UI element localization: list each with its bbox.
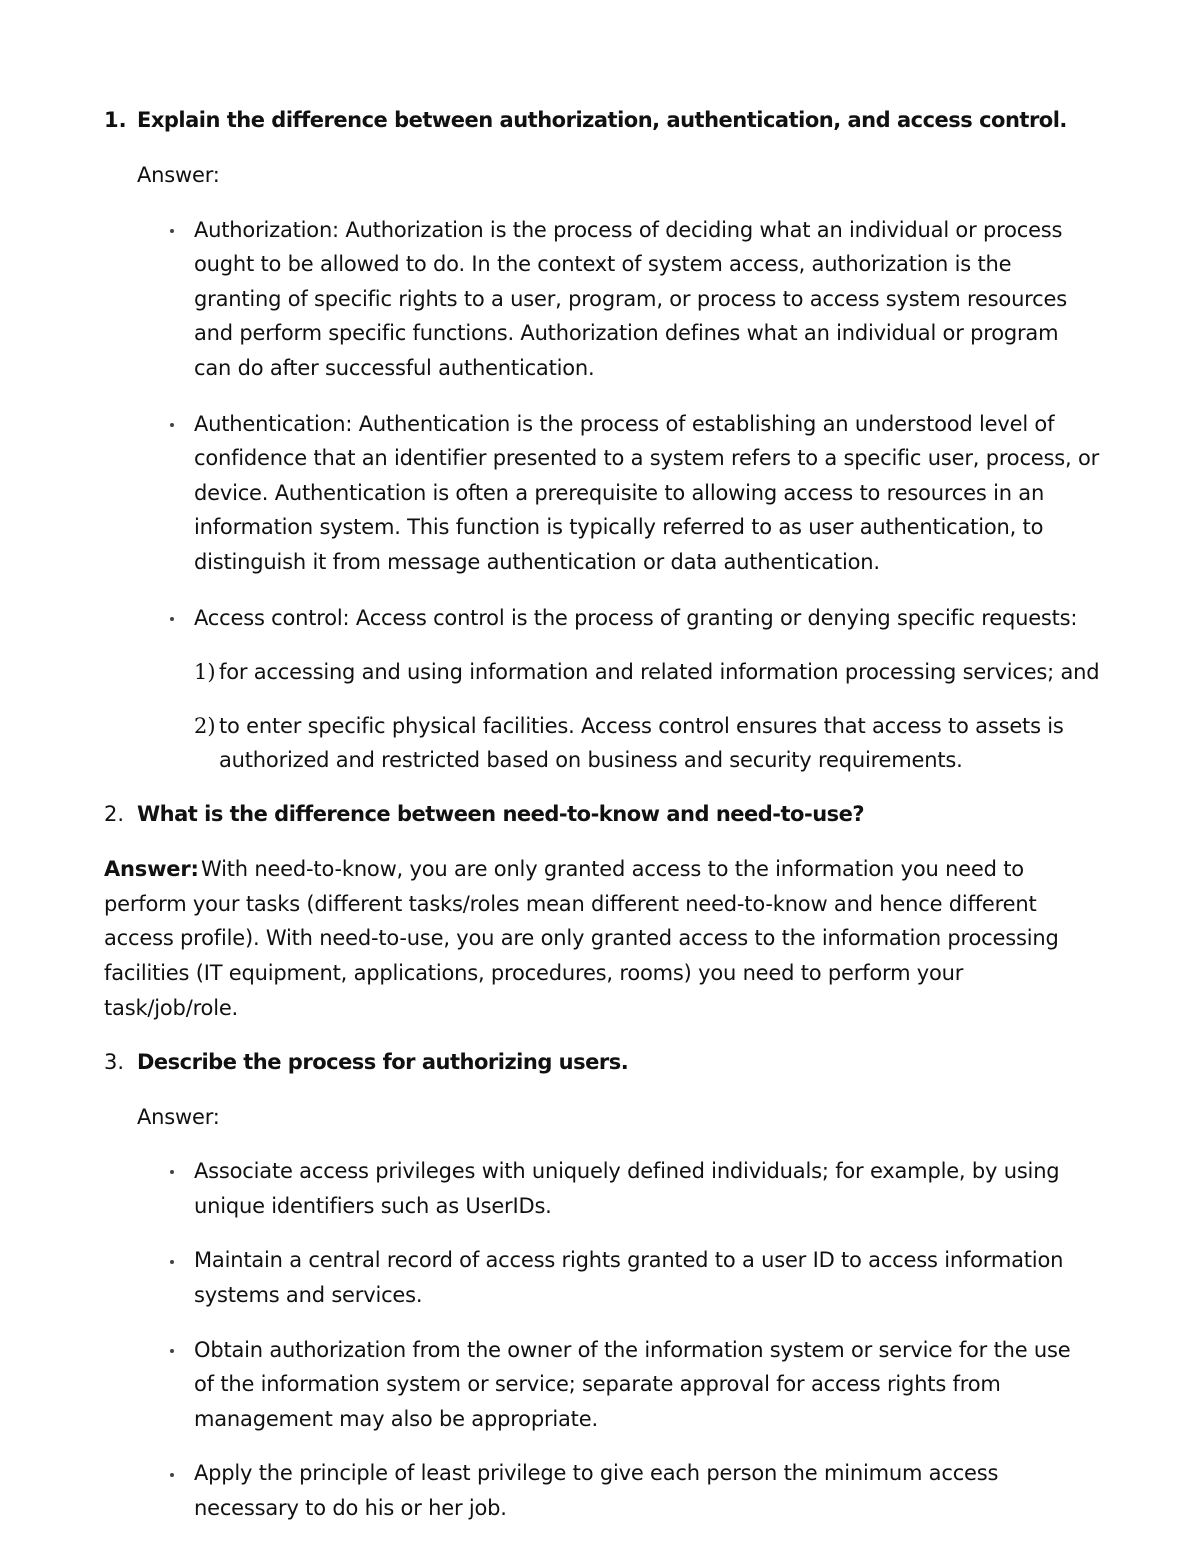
q1-bullet-2-line-5: distinguish it from message authentication or data authentication. — [194, 550, 880, 574]
bullet-dot — [170, 617, 174, 621]
question-1-answer-label: Answer: — [137, 163, 220, 187]
question-1-heading: Explain the difference between authorization, authentication, and access control. — [137, 108, 1067, 132]
question-1-number: 1. — [104, 108, 127, 132]
q2-answer-line-3: access profile). With need-to-use, you are only granted access to the information processing — [104, 926, 1059, 950]
question-3-heading: Describe the process for authorizing users. — [137, 1050, 629, 1074]
sub-item-2-line-1: to enter specific physical facilities. Access control ensures that access to assets is — [219, 714, 1064, 738]
bullet-dot — [170, 1473, 174, 1477]
bullet-dot — [170, 1260, 174, 1264]
q3-bullet-3-line-2: of the information system or service; separate approval for access rights from — [194, 1372, 1001, 1396]
q3-bullet-3-line-3: management may also be appropriate. — [194, 1407, 598, 1431]
q1-bullet-1-line-5: can do after successful authentication. — [194, 356, 595, 380]
q1-bullet-2-line-3: device. Authentication is often a prerequisite to allowing access to resources in an — [194, 481, 1045, 505]
bullet-dot — [170, 1349, 174, 1353]
q3-bullet-2-line-1: Maintain a central record of access rights granted to a user ID to access information — [194, 1248, 1064, 1272]
q1-bullet-1-line-2: ought to be allowed to do. In the context of system access, authorization is the — [194, 252, 1012, 276]
question-2-heading: What is the difference between need-to-know and need-to-use? — [137, 802, 865, 826]
q3-bullet-1-line-2: unique identifiers such as UserIDs. — [194, 1194, 552, 1218]
q3-bullet-4-line-1: Apply the principle of least privilege to give each person the minimum access — [194, 1461, 999, 1485]
question-2-number: 2. — [104, 802, 125, 826]
sub-item-2-marker: 2) — [194, 714, 216, 738]
q1-bullet-1-line-3: granting of specific rights to a user, program, or process to access system resources — [194, 287, 1067, 311]
bullet-dot — [170, 229, 174, 233]
q2-answer-line-4: facilities (IT equipment, applications, procedures, rooms) you need to perform your — [104, 961, 964, 985]
sub-item-2-line-2: authorized and restricted based on business and security requirements. — [219, 748, 963, 772]
question-2-answer-label: Answer: — [104, 857, 199, 881]
q3-bullet-1-line-1: Associate access privileges with uniquely defined individuals; for example, by using — [194, 1159, 1060, 1183]
sub-item-1-line-1: for accessing and using information and related information processing services; and — [219, 660, 1100, 684]
q1-bullet-2-line-1: Authentication: Authentication is the process of establishing an understood level of — [194, 412, 1055, 436]
q1-bullet-2-line-2: confidence that an identifier presented to a system refers to a specific user, process, or — [194, 446, 1100, 470]
q3-bullet-2-line-2: systems and services. — [194, 1283, 423, 1307]
q1-bullet-3-line-1: Access control: Access control is the process of granting or denying specific requests: — [194, 606, 1078, 630]
question-3-number: 3. — [104, 1050, 125, 1074]
q2-answer-line-5: task/job/role. — [104, 996, 239, 1020]
bullet-dot — [170, 423, 174, 427]
q3-bullet-4-line-2: necessary to do his or her job. — [194, 1496, 507, 1520]
bullet-dot — [170, 1170, 174, 1174]
sub-item-1-marker: 1) — [194, 660, 216, 684]
q2-answer-line-2: perform your tasks (different tasks/roles mean different need-to-know and hence different — [104, 892, 1037, 916]
question-3-answer-label: Answer: — [137, 1105, 220, 1129]
q1-bullet-2-line-4: information system. This function is typically referred to as user authentication, to — [194, 515, 1044, 539]
q1-bullet-1-line-1: Authorization: Authorization is the process of deciding what an individual or process — [194, 218, 1063, 242]
q3-bullet-3-line-1: Obtain authorization from the owner of the information system or service for the use — [194, 1338, 1071, 1362]
q2-answer-line-1: With need-to-know, you are only granted access to the information you need to — [201, 857, 1024, 881]
q1-bullet-1-line-4: and perform specific functions. Authorization defines what an individual or program — [194, 321, 1059, 345]
